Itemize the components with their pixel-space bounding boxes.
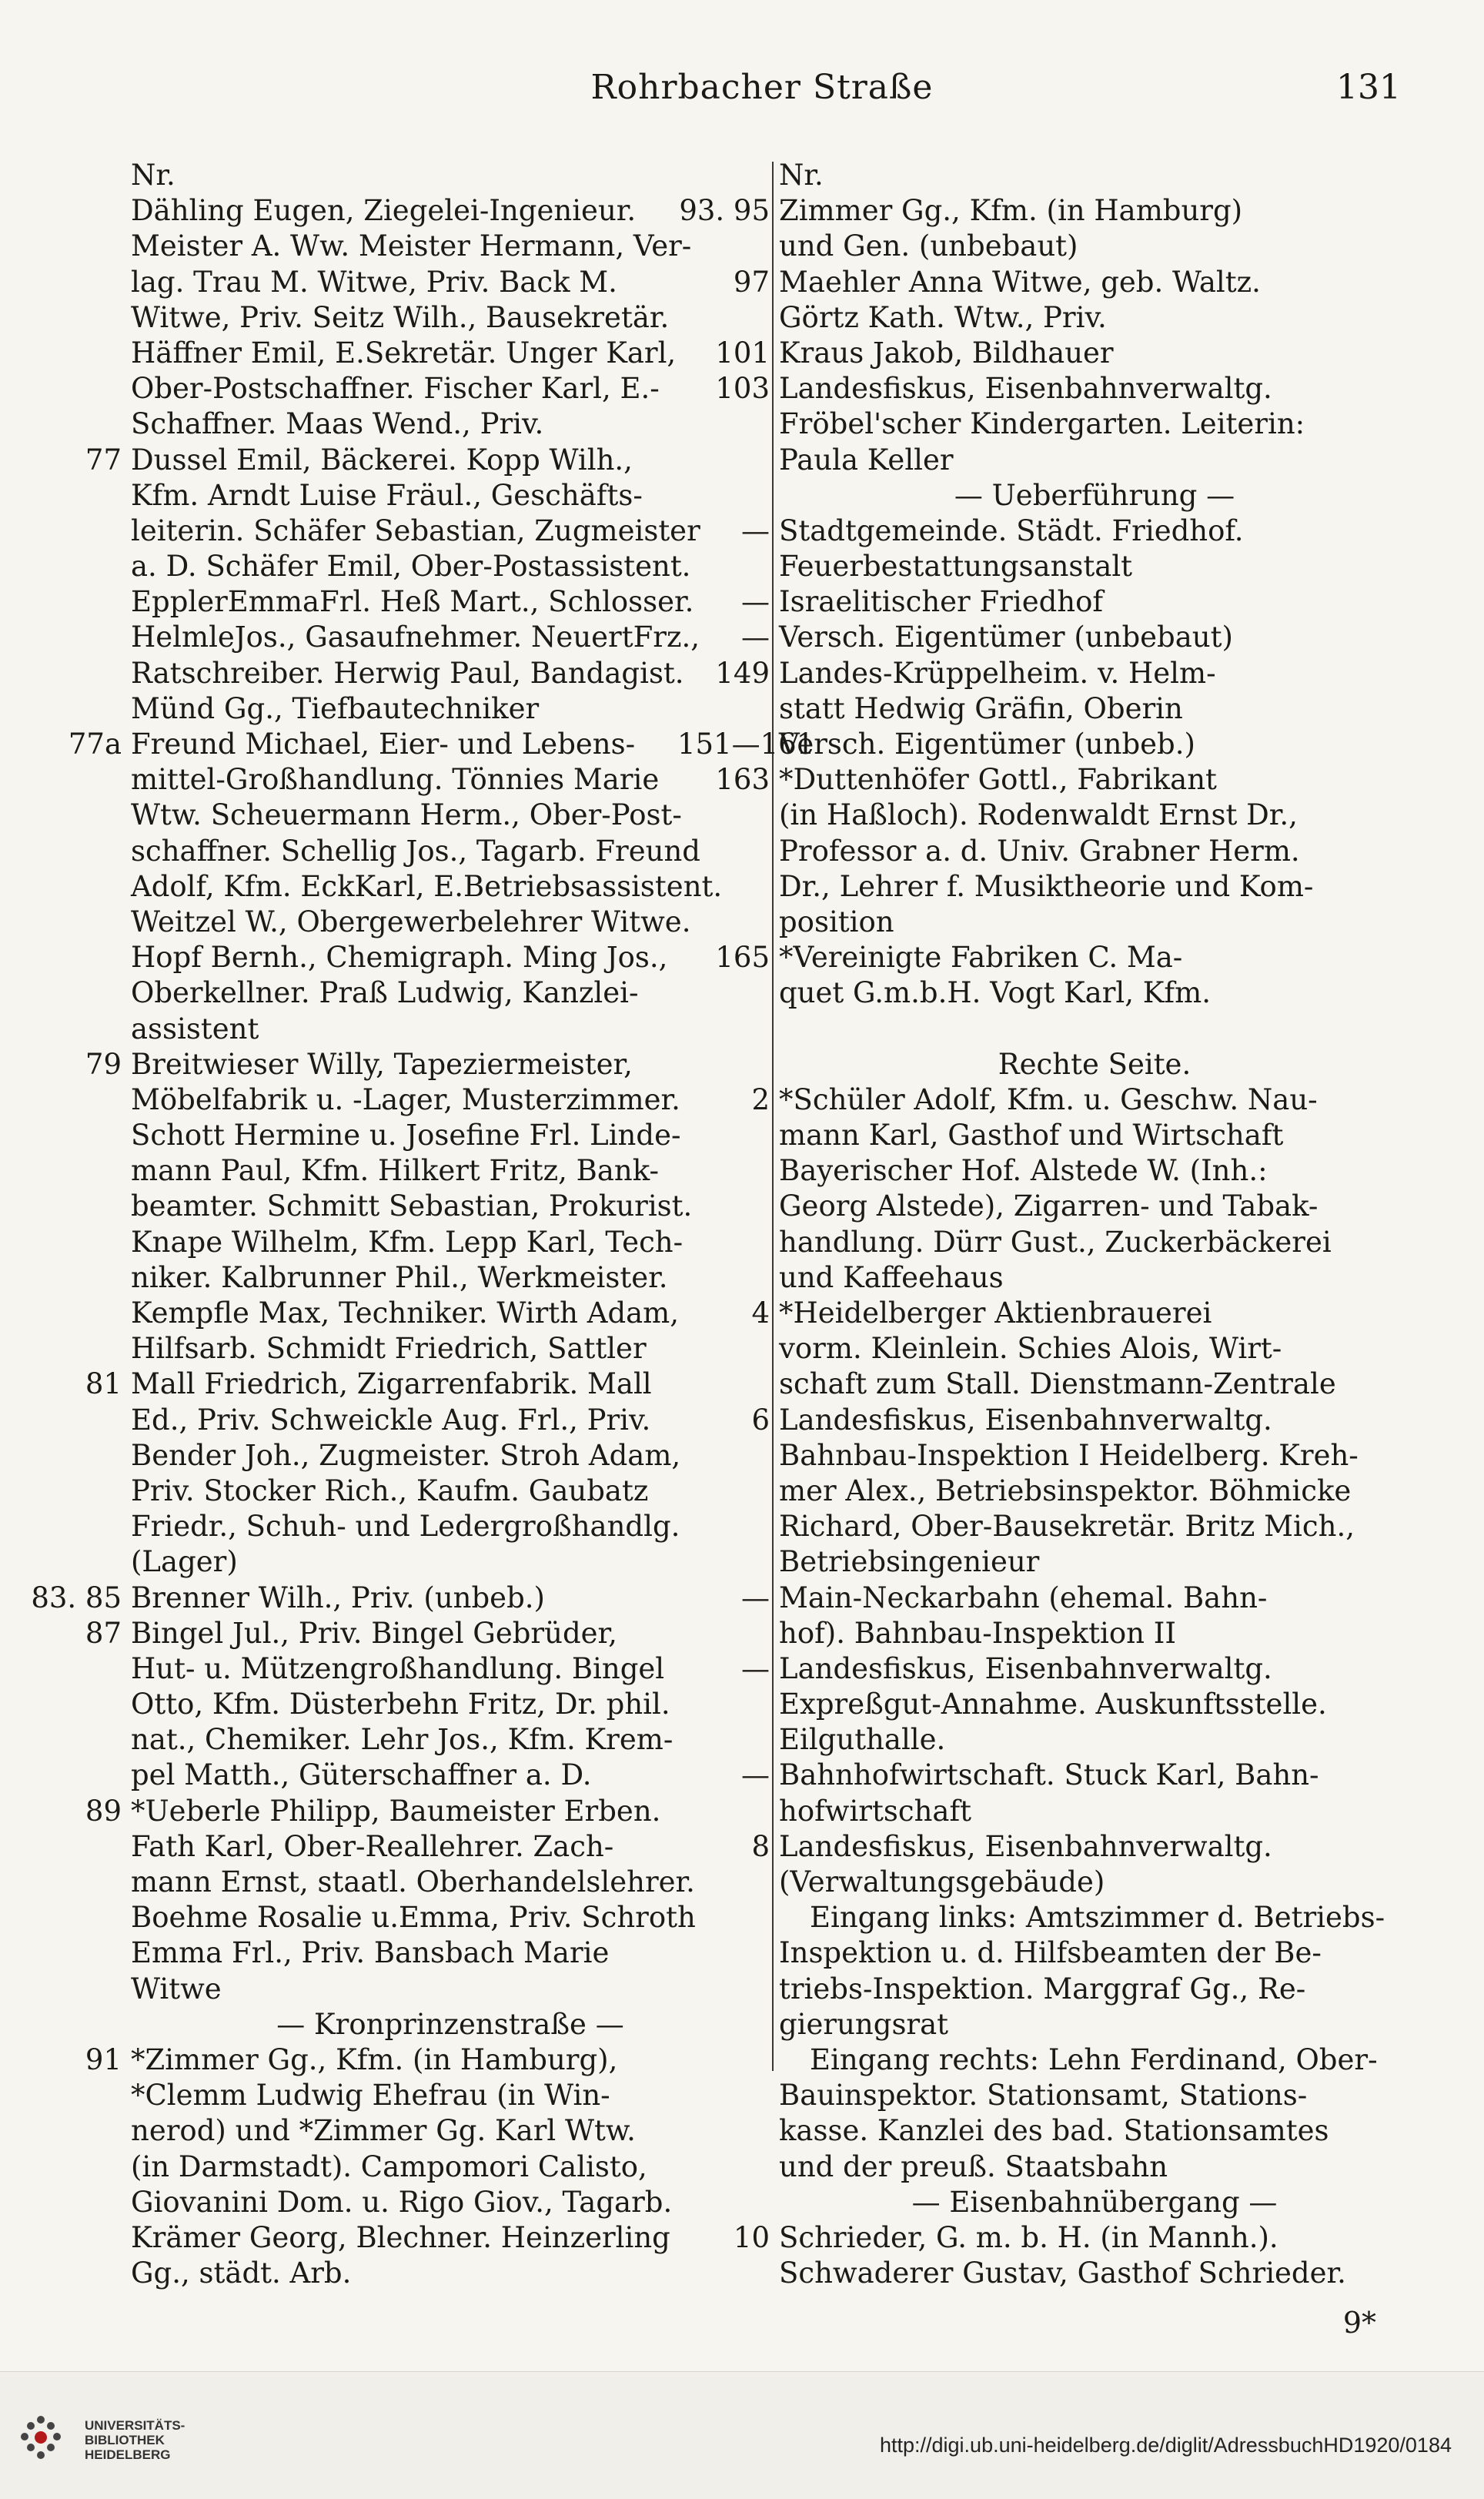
entry-text: beamter. Schmitt Sebastian, Prokurist. bbox=[131, 1189, 693, 1223]
entry-line bbox=[131, 1972, 770, 2007]
entry-line bbox=[131, 1331, 770, 1367]
entry-text: Hilfsarb. Schmidt Friedrich, Sattler bbox=[131, 1332, 647, 1366]
entry-line bbox=[131, 1012, 770, 1047]
entry-line bbox=[751, 1082, 1410, 1118]
entry-text: Eingang rechts: Lehn Ferdinand, Ober- bbox=[810, 2042, 1378, 2076]
entry-line bbox=[31, 1581, 770, 1616]
entry-line bbox=[715, 656, 1410, 691]
entry-text: EpplerEmmaFrl. Heß Mart., Schlosser. bbox=[131, 585, 694, 619]
entry-text: *Vereinigte Fabriken C. Ma- bbox=[779, 941, 1183, 975]
library-name: UNIVERSITÄTS- BIBLIOTHEK HEIDELBERG bbox=[85, 2418, 186, 2462]
entry-text: Emma Frl., Priv. Bansbach Marie bbox=[131, 1936, 610, 1970]
entry-line bbox=[85, 1367, 770, 1402]
entry-text: — Eisenbahnübergang — bbox=[911, 2185, 1278, 2219]
entry-line bbox=[779, 869, 1410, 905]
entry-text: Fath Karl, Ober-Reallehrer. Zach- bbox=[131, 1829, 614, 1863]
entry-text: Versch. Eigentümer (unbebaut) bbox=[779, 621, 1233, 654]
entry-text: Dr., Lehrer f. Musiktheorie und Kom- bbox=[779, 869, 1314, 903]
entry-text: gierungsrat bbox=[779, 2007, 949, 2041]
entry-line bbox=[131, 1296, 770, 1331]
entry-line bbox=[68, 727, 815, 762]
entry-line bbox=[779, 1012, 1410, 1047]
entry-text: Main-Neckarbahn (ehemal. Bahn- bbox=[779, 1581, 1268, 1614]
entry-line bbox=[779, 1865, 1410, 1900]
entry-text: Israelitischer Friedhof bbox=[779, 585, 1104, 619]
entry-text: Friedr., Schuh- und Ledergroßhandlg. bbox=[131, 1510, 680, 1544]
entry-text: Kempfle Max, Techniker. Wirth Adam, bbox=[131, 1296, 680, 1330]
entry-text: Kraus Jakob, Bildhauer bbox=[779, 336, 1114, 370]
entry-text: — Kronprinzenstraße — bbox=[276, 2007, 624, 2041]
entry-text: Witwe, Priv. Seitz Wilh., Bausekretär. bbox=[131, 300, 670, 334]
entry-line bbox=[741, 584, 1410, 620]
entry-line bbox=[779, 1225, 1410, 1260]
entry-text: hof). Bahnbau-Inspektion II bbox=[779, 1616, 1176, 1650]
entry-line bbox=[779, 1935, 1410, 1971]
entry-line bbox=[779, 549, 1410, 584]
entry-text: Schrieder, G. m. b. H. (in Mannh.). bbox=[779, 2220, 1278, 2254]
entry-text: Kfm. Arndt Luise Fräul., Geschäfts- bbox=[131, 478, 643, 512]
page-number: 131 bbox=[1336, 68, 1401, 107]
entry-line bbox=[779, 1438, 1410, 1474]
entry-text: Expreßgut-Annahme. Auskunftsstelle. bbox=[779, 1688, 1327, 1721]
entry-line bbox=[131, 1189, 770, 1224]
entry-line bbox=[131, 1758, 770, 1793]
entry-line bbox=[131, 1865, 770, 1900]
house-number: — bbox=[741, 1758, 770, 1792]
house-number: 2 bbox=[751, 1082, 770, 1116]
entry-text: *Heidelberger Aktienbrauerei bbox=[779, 1296, 1212, 1330]
entry-line bbox=[741, 1758, 1410, 1793]
entry-text: Mall Friedrich, Zigarrenfabrik. Mall bbox=[131, 1367, 652, 1401]
entry-text: und Gen. (unbebaut) bbox=[779, 229, 1078, 263]
entry-line bbox=[741, 1651, 1410, 1687]
entry-line bbox=[779, 1794, 1410, 1829]
entry-text: Knape Wilhelm, Kfm. Lepp Karl, Tech- bbox=[131, 1225, 684, 1259]
entry-text: und der preuß. Staatsbahn bbox=[779, 2149, 1168, 2183]
entry-text: Bayerischer Hof. Alstede W. (Inh.: bbox=[779, 1154, 1268, 1188]
house-number: — bbox=[741, 1651, 770, 1685]
entry-line bbox=[131, 975, 770, 1011]
entry-line bbox=[779, 1189, 1410, 1224]
entry-text: Oberkellner. Praß Ludwig, Kanzlei- bbox=[131, 976, 639, 1010]
entry-line bbox=[751, 1296, 1410, 1331]
entry-text: Stadtgemeinde. Städt. Friedhof. bbox=[779, 514, 1244, 547]
house-number: 149 bbox=[715, 656, 770, 690]
entry-line bbox=[779, 2185, 1410, 2220]
left-column bbox=[31, 158, 815, 2291]
entry-text: mann Paul, Kfm. Hilkert Fritz, Bank- bbox=[131, 1154, 659, 1188]
entry-text: *Zimmer Gg., Kfm. (in Hamburg), bbox=[131, 2042, 618, 2076]
entry-text: Landes-Krüppelheim. v. Helm- bbox=[779, 656, 1216, 690]
entry-text: mer Alex., Betriebsinspektor. Böhmicke bbox=[779, 1474, 1352, 1507]
entry-line bbox=[85, 1047, 770, 1082]
entry-line bbox=[131, 1153, 770, 1189]
entry-text: Ratschreiber. Herwig Paul, Bandagist. bbox=[131, 656, 684, 690]
entry-text: position bbox=[779, 905, 894, 938]
entry-text: Ed., Priv. Schweickle Aug. Frl., Priv. bbox=[131, 1403, 651, 1437]
entry-text: Häffner Emil, E.Sekretär. Unger Karl, bbox=[131, 336, 677, 370]
entry-text: leiterin. Schäfer Sebastian, Zugmeister bbox=[131, 514, 700, 547]
entry-line bbox=[131, 1438, 770, 1474]
entry-line bbox=[779, 2007, 1410, 2042]
entry-line bbox=[131, 1900, 770, 1935]
entry-text: Bahnbau-Inspektion I Heidelberg. Kreh- bbox=[779, 1438, 1359, 1472]
entry-line bbox=[779, 478, 1410, 514]
entry-line bbox=[131, 1225, 770, 1260]
entry-text: mann Ernst, staatl. Oberhandelslehrer. bbox=[131, 1865, 695, 1899]
entry-text: Ober-Postschaffner. Fischer Karl, E.- bbox=[131, 372, 660, 406]
entry-line bbox=[131, 336, 770, 371]
entry-line bbox=[741, 1581, 1410, 1616]
house-number: 165 bbox=[715, 941, 770, 975]
entry-text: triebs-Inspektion. Marggraf Gg., Re- bbox=[779, 1972, 1306, 2006]
entry-line bbox=[779, 1367, 1410, 1402]
entry-line bbox=[131, 2149, 770, 2185]
entry-line bbox=[131, 940, 770, 975]
entry-line bbox=[131, 2185, 770, 2220]
library-logo-icon bbox=[14, 2412, 68, 2466]
entry-line bbox=[715, 336, 1410, 371]
entry-line bbox=[779, 1047, 1410, 1082]
entry-line bbox=[85, 1794, 770, 1829]
entry-line bbox=[131, 691, 770, 727]
entry-line bbox=[131, 478, 770, 514]
entry-line bbox=[733, 265, 1410, 300]
entry-text: handlung. Dürr Gust., Zuckerbäckerei bbox=[779, 1225, 1332, 1259]
entry-text: Inspektion u. d. Hilfsbeamten der Be- bbox=[779, 1936, 1322, 1970]
entry-text: Boehme Rosalie u.Emma, Priv. Schroth bbox=[131, 1901, 696, 1935]
entry-line bbox=[715, 371, 1410, 406]
entry-text: Schwaderer Gustav, Gasthof Schrieder. bbox=[779, 2256, 1346, 2290]
entry-text: Richard, Ober-Bausekretär. Britz Mich., bbox=[779, 1510, 1355, 1544]
entry-line bbox=[131, 229, 770, 264]
entry-line bbox=[779, 158, 1410, 193]
entry-line bbox=[779, 1900, 1410, 1935]
entry-text: Gg., städt. Arb. bbox=[131, 2256, 352, 2290]
entry-text: Schott Hermine u. Josefine Frl. Linde- bbox=[131, 1119, 681, 1152]
entry-line bbox=[779, 834, 1410, 869]
entry-text: Eingang links: Amtszimmer d. Betriebs- bbox=[810, 1901, 1385, 1935]
entry-line bbox=[131, 2113, 770, 2149]
entry-text: (Verwaltungsgebäude) bbox=[779, 1865, 1105, 1899]
house-number: 10 bbox=[733, 2220, 770, 2254]
running-head bbox=[123, 68, 1401, 114]
entry-text: niker. Kalbrunner Phil., Werkmeister. bbox=[131, 1260, 668, 1294]
entry-line bbox=[131, 834, 770, 869]
house-number: 77a bbox=[68, 728, 122, 761]
house-number: 77 bbox=[85, 443, 122, 477]
entry-text: Priv. Stocker Rich., Kaufm. Gaubatz bbox=[131, 1474, 649, 1507]
entry-text: schaffner. Schellig Jos., Tagarb. Freund bbox=[131, 834, 700, 868]
entry-text: lag. Trau M. Witwe, Priv. Back M. bbox=[131, 265, 617, 299]
entry-line bbox=[779, 443, 1410, 478]
entry-text: Hopf Bernh., Chemigraph. Ming Jos., bbox=[131, 941, 668, 975]
entry-text: Möbelfabrik u. -Lager, Musterzimmer. bbox=[131, 1082, 680, 1116]
entry-text: Eilguthalle. bbox=[779, 1723, 946, 1757]
house-number: 83. 85 bbox=[31, 1581, 122, 1614]
entry-line bbox=[779, 1616, 1410, 1651]
entry-text: Fröbel'scher Kindergarten. Leiterin: bbox=[779, 407, 1305, 441]
entry-line bbox=[131, 1651, 770, 1687]
entry-line bbox=[131, 869, 770, 905]
entry-text: a. D. Schäfer Emil, Ober-Postassistent. bbox=[131, 550, 691, 584]
house-number: 97 bbox=[733, 265, 770, 299]
entry-line bbox=[131, 371, 770, 406]
entry-line bbox=[741, 620, 1410, 655]
house-number: — bbox=[741, 585, 770, 619]
entry-text: Otto, Kfm. Düsterbehn Fritz, Dr. phil. bbox=[131, 1688, 670, 1721]
entry-line bbox=[779, 691, 1410, 727]
entry-text: kasse. Kanzlei des bad. Stationsamtes bbox=[779, 2114, 1329, 2148]
entry-line bbox=[779, 1153, 1410, 1189]
entry-text: nerod) und *Zimmer Gg. Karl Wtw. bbox=[131, 2114, 636, 2148]
entry-text: statt Hedwig Gräfin, Oberin bbox=[779, 691, 1183, 725]
entry-text: (Lager) bbox=[131, 1545, 238, 1579]
entry-text: Brenner Wilh., Priv. (unbeb.) bbox=[131, 1581, 545, 1614]
entry-text: schaft zum Stall. Dienstmann-Zentrale bbox=[779, 1367, 1336, 1401]
house-number: 4 bbox=[751, 1296, 770, 1330]
entry-line bbox=[131, 406, 770, 442]
entry-text: *Schüler Adolf, Kfm. u. Geschw. Nau- bbox=[779, 1082, 1318, 1116]
entry-line bbox=[85, 443, 770, 478]
entry-text: Krämer Georg, Blechner. Heinzerling bbox=[131, 2220, 670, 2254]
house-number: — bbox=[741, 514, 770, 547]
entry-line bbox=[131, 300, 770, 336]
house-number: — bbox=[741, 621, 770, 654]
entry-text: assistent bbox=[131, 1012, 259, 1045]
entry-text: Maehler Anna Witwe, geb. Waltz. bbox=[779, 265, 1261, 299]
entry-text: *Duttenhöfer Gottl., Fabrikant bbox=[779, 763, 1217, 797]
entry-text: Hut- u. Mützengroßhandlung. Bingel bbox=[131, 1651, 665, 1685]
entry-line bbox=[779, 905, 1410, 940]
entry-text: quet G.m.b.H. Vogt Karl, Kfm. bbox=[779, 976, 1211, 1010]
house-number: 81 bbox=[85, 1367, 122, 1401]
house-number: 103 bbox=[715, 372, 770, 406]
entry-line bbox=[679, 193, 1410, 229]
entry-line bbox=[715, 940, 1410, 975]
entry-line bbox=[131, 2078, 770, 2113]
entry-line bbox=[779, 229, 1410, 264]
entry-line bbox=[779, 2078, 1410, 2113]
entry-text: Bingel Jul., Priv. Bingel Gebrüder, bbox=[131, 1616, 617, 1650]
entry-text: Bauinspektor. Stationsamt, Stations- bbox=[779, 2079, 1308, 2113]
entry-text: Bahnhofwirtschaft. Stuck Karl, Bahn- bbox=[779, 1758, 1319, 1792]
house-number: 101 bbox=[715, 336, 770, 370]
entry-line bbox=[131, 193, 770, 229]
entry-text: Georg Alstede), Zigarren- und Tabak- bbox=[779, 1189, 1319, 1223]
entry-text: und Kaffeehaus bbox=[779, 1260, 1004, 1294]
entry-text: Nr. bbox=[779, 159, 824, 192]
entry-line bbox=[85, 1616, 770, 1651]
entry-line bbox=[779, 798, 1410, 833]
entry-text: Landesfiskus, Eisenbahnverwaltg. bbox=[779, 372, 1272, 406]
entry-text: Münd Gg., Tiefbautechniker bbox=[131, 691, 540, 725]
entry-text: Witwe bbox=[131, 1972, 222, 2006]
entry-line bbox=[751, 1829, 1410, 1865]
entry-line bbox=[779, 2149, 1410, 2185]
entry-text: nat., Chemiker. Lehr Jos., Kfm. Krem- bbox=[131, 1723, 673, 1757]
entry-text: Rechte Seite. bbox=[998, 1047, 1192, 1081]
entry-line bbox=[131, 1829, 770, 1865]
entry-text: Landesfiskus, Eisenbahnverwaltg. bbox=[779, 1403, 1272, 1437]
entry-text: Betriebsingenieur bbox=[779, 1545, 1040, 1579]
house-number: 163 bbox=[715, 763, 770, 797]
entry-text: *Clemm Ludwig Ehefrau (in Win- bbox=[131, 2079, 610, 2113]
entry-line bbox=[779, 975, 1410, 1011]
entry-line bbox=[131, 620, 770, 655]
entry-line bbox=[751, 1403, 1410, 1438]
entry-line bbox=[779, 1972, 1410, 2007]
right-column bbox=[677, 158, 1410, 2291]
entry-line bbox=[131, 656, 770, 691]
entry-line bbox=[131, 1118, 770, 1153]
house-number: 87 bbox=[85, 1616, 122, 1650]
entry-text: Freund Michael, Eier- und Lebens- bbox=[131, 728, 636, 761]
house-number: 8 bbox=[751, 1829, 770, 1863]
entry-text: Schaffner. Maas Wend., Priv. bbox=[131, 407, 544, 441]
entry-text: (in Haßloch). Rodenwaldt Ernst Dr., bbox=[779, 798, 1298, 832]
entry-text: Feuerbestattungsanstalt bbox=[779, 550, 1133, 584]
entry-text: (in Darmstadt). Campomori Calisto, bbox=[131, 2149, 647, 2183]
entry-line bbox=[131, 1935, 770, 1971]
entry-line bbox=[779, 406, 1410, 442]
entry-text: Bender Joh., Zugmeister. Stroh Adam, bbox=[131, 1438, 681, 1472]
library-footer bbox=[0, 2371, 1484, 2499]
entry-text: hofwirtschaft bbox=[779, 1794, 972, 1828]
entry-line bbox=[779, 1722, 1410, 1758]
entry-text: mittel-Großhandlung. Tönnies Marie bbox=[131, 763, 660, 797]
entry-text: Dussel Emil, Bäckerei. Kopp Wilh., bbox=[131, 443, 633, 477]
entry-text: Adolf, Kfm. EckKarl, E.Betriebsassistent. bbox=[131, 869, 723, 903]
house-number: 89 bbox=[85, 1794, 122, 1828]
entry-line bbox=[131, 905, 770, 940]
entry-text: Dähling Eugen, Ziegelei-Ingenieur. bbox=[131, 194, 637, 228]
entry-line bbox=[131, 798, 770, 833]
page-title: Rohrbacher Straße bbox=[590, 68, 934, 107]
entry-text: pel Matth., Güterschaffner a. D. bbox=[131, 1758, 592, 1792]
entry-line bbox=[779, 1544, 1410, 1580]
entry-line bbox=[779, 2113, 1410, 2149]
entry-line bbox=[779, 2256, 1410, 2291]
entry-line bbox=[779, 1474, 1410, 1509]
entry-text: Görtz Kath. Wtw., Priv. bbox=[779, 300, 1107, 334]
entry-line bbox=[733, 2220, 1410, 2256]
entry-line bbox=[131, 1403, 770, 1438]
house-number: 93. 95 bbox=[679, 194, 770, 228]
entry-text: Nr. bbox=[131, 159, 175, 192]
entry-line bbox=[677, 727, 1410, 762]
entry-line bbox=[131, 1260, 770, 1296]
entry-text: Professor a. d. Univ. Grabner Herm. bbox=[779, 834, 1300, 868]
source-url[interactable]: http://digi.ub.uni-heidelberg.de/diglit/AdressbuchHD1920/0184 bbox=[879, 2434, 1452, 2457]
entry-text: Versch. Eigentümer (unbeb.) bbox=[779, 728, 1195, 761]
entry-line bbox=[131, 514, 770, 549]
entry-text: vorm. Kleinlein. Schies Alois, Wirt- bbox=[779, 1332, 1282, 1366]
entry-line bbox=[131, 1474, 770, 1509]
entry-text: HelmleJos., Gasaufnehmer. NeuertFrz., bbox=[131, 621, 700, 654]
entry-text: Weitzel W., Obergewerbelehrer Witwe. bbox=[131, 905, 691, 938]
house-number: 6 bbox=[751, 1403, 770, 1437]
entry-line bbox=[779, 1331, 1410, 1367]
column-divider bbox=[772, 162, 774, 2071]
entry-text: Landesfiskus, Eisenbahnverwaltg. bbox=[779, 1829, 1272, 1863]
entry-line bbox=[131, 584, 770, 620]
house-number: 79 bbox=[85, 1047, 122, 1081]
entry-text: Meister A. Ww. Meister Hermann, Ver- bbox=[131, 229, 692, 263]
entry-line bbox=[741, 514, 1410, 549]
entry-text: Breitwieser Willy, Tapeziermeister, bbox=[131, 1047, 633, 1081]
house-number: 91 bbox=[85, 2042, 122, 2076]
entry-line bbox=[779, 1509, 1410, 1544]
entry-line bbox=[779, 1118, 1410, 1153]
entry-text: *Ueberle Philipp, Baumeister Erben. bbox=[131, 1794, 661, 1828]
entry-line bbox=[715, 762, 1410, 798]
signature-mark: 9* bbox=[1342, 2306, 1376, 2340]
house-number: — bbox=[741, 1581, 770, 1614]
house-number: 151—161 bbox=[677, 728, 815, 761]
entry-line bbox=[85, 2042, 770, 2078]
entry-line bbox=[131, 265, 770, 300]
entry-line bbox=[131, 1082, 770, 1118]
entry-line bbox=[131, 2220, 770, 2256]
entry-line bbox=[779, 1260, 1410, 1296]
entry-text: — Ueberführung — bbox=[954, 478, 1235, 512]
entry-line bbox=[131, 2256, 770, 2291]
entry-line bbox=[131, 1687, 770, 1722]
entry-line bbox=[131, 762, 770, 798]
entry-line bbox=[779, 2042, 1410, 2078]
entry-line bbox=[131, 158, 770, 193]
entry-text: Zimmer Gg., Kfm. (in Hamburg) bbox=[779, 194, 1243, 228]
entry-text: Paula Keller bbox=[779, 443, 954, 477]
entry-line bbox=[131, 2007, 770, 2042]
entry-text: Wtw. Scheuermann Herm., Ober-Post- bbox=[131, 798, 682, 832]
entry-text: mann Karl, Gasthof und Wirtschaft bbox=[779, 1119, 1284, 1152]
entry-line bbox=[131, 549, 770, 584]
entry-line bbox=[131, 1544, 770, 1580]
entry-line bbox=[131, 1509, 770, 1544]
entry-text: Landesfiskus, Eisenbahnverwaltg. bbox=[779, 1651, 1272, 1685]
entry-line bbox=[779, 300, 1410, 336]
entry-line bbox=[779, 1687, 1410, 1722]
entry-line bbox=[131, 1722, 770, 1758]
entry-text: Giovanini Dom. u. Rigo Giov., Tagarb. bbox=[131, 2185, 673, 2219]
